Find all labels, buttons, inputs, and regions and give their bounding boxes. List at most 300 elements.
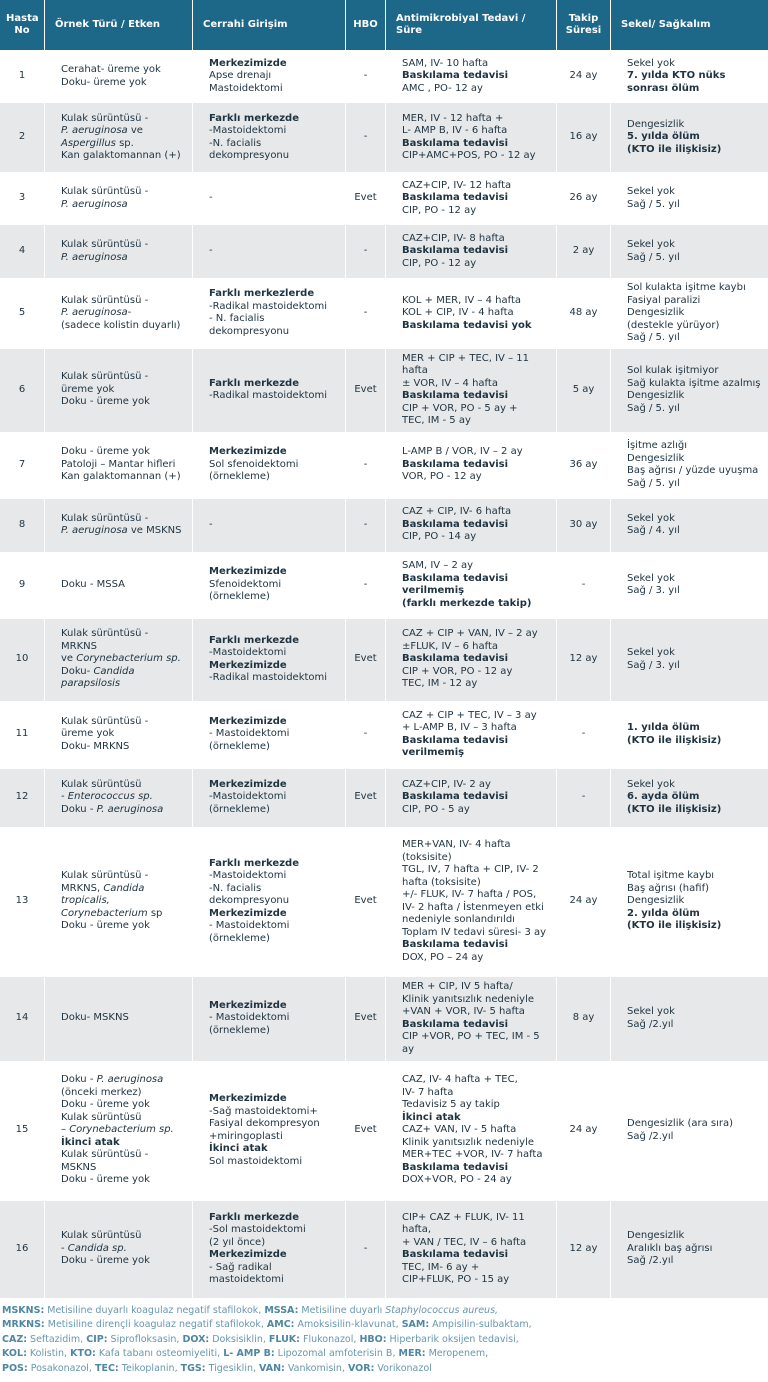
text-segment: (önceki merkez) xyxy=(61,1086,142,1098)
legend-abbreviation: MER: xyxy=(398,1348,426,1359)
cell-hasta-no: 15 xyxy=(0,1061,45,1201)
cell-takip: 26 ay xyxy=(557,172,611,225)
text-segment: Farklı merkezde xyxy=(209,857,299,869)
cell-line xyxy=(402,415,550,428)
text-segment: Baskılama tedavisi xyxy=(402,137,509,149)
cell-tedavi xyxy=(386,977,557,1061)
text-segment: Baskılama tedavisi xyxy=(402,939,509,950)
cell-line xyxy=(61,579,186,592)
legend-definition: Lipozomal amfoterisin B, xyxy=(274,1348,399,1359)
text-segment: Dengesizlik xyxy=(627,118,685,130)
text-segment: Baş ağrısı (hafif) xyxy=(627,882,709,894)
cell-ornek xyxy=(45,172,193,225)
text-segment: Sağ / 5. yıl xyxy=(627,402,680,414)
cell-line xyxy=(402,403,550,416)
cell-line xyxy=(402,205,550,218)
text-segment: ve MSKNS xyxy=(127,525,182,536)
text-segment: -Mastoidektomi xyxy=(209,647,287,658)
cell-line xyxy=(61,113,186,126)
cell-line xyxy=(402,1174,550,1187)
cell-line xyxy=(61,471,186,484)
text-segment: Merkezimizde xyxy=(209,566,287,578)
cell-line xyxy=(61,307,186,320)
cell-hbo: Evet xyxy=(346,172,386,225)
text-segment: Sağ /2.yıl xyxy=(627,1130,674,1142)
cell-line xyxy=(402,459,550,472)
table-row xyxy=(0,50,768,103)
cell-line xyxy=(402,994,550,1007)
text-segment: MER, IV - 12 hafta + xyxy=(402,112,504,124)
text-segment: Merkezimizde xyxy=(209,1093,287,1104)
cell-line xyxy=(61,150,186,163)
text-segment: (KTO ile ilişkisiz) xyxy=(627,803,722,815)
cell-hbo: Evet xyxy=(346,349,386,432)
cell-line xyxy=(402,295,550,308)
cell-line xyxy=(209,672,339,685)
cell-line xyxy=(209,1212,339,1225)
cell-sekel xyxy=(611,432,768,499)
text-segment: DOX+VOR, PO - 24 ay xyxy=(402,1174,512,1186)
cell-tedavi xyxy=(386,701,557,769)
cell-tedavi xyxy=(386,499,557,552)
cell-line xyxy=(209,791,339,804)
text-segment: Fasiyal paralizi xyxy=(627,294,701,306)
text-segment: Doku - üreme yok xyxy=(61,396,150,408)
cell-line xyxy=(61,908,186,921)
text-segment: ± VOR, IV – 4 hafta xyxy=(402,377,498,389)
cell-line xyxy=(402,666,550,679)
cell-takip: 24 ay xyxy=(557,50,611,103)
text-segment: ±FLUK, IV – 6 hafta xyxy=(402,640,498,652)
cell-tedavi xyxy=(386,1201,557,1298)
cell-line xyxy=(627,465,762,478)
cell-line xyxy=(61,459,186,472)
table-row xyxy=(0,977,768,1061)
text-segment: (örnekleme) xyxy=(209,740,270,752)
cell-line xyxy=(61,252,186,265)
cell-line xyxy=(627,883,762,896)
cell-line xyxy=(402,1162,550,1175)
cell-hbo: Evet xyxy=(346,977,386,1061)
text-segment: DOX, PO – 24 ay xyxy=(402,951,484,963)
text-segment: MER + CIP, IV 5 hafta/ xyxy=(402,981,513,992)
cell-line xyxy=(627,295,762,308)
legend-definition: Vankomisin, xyxy=(284,1362,348,1374)
text-segment: L-AMP B / VOR, IV – 2 ay xyxy=(402,446,523,458)
text-segment: Toplam IV tedavi süresi- 3 ay xyxy=(402,926,547,938)
cell-line xyxy=(61,1137,186,1150)
text-segment: Kulak sürüntüsü - xyxy=(61,715,149,727)
cell-line xyxy=(61,199,186,212)
cell-line xyxy=(402,1237,550,1250)
text-segment: Kulak sürüntüsü - xyxy=(61,870,149,882)
cell-cerrahi xyxy=(193,701,346,769)
cell-takip: 48 ay xyxy=(557,278,611,349)
cell-takip: 36 ay xyxy=(557,432,611,499)
text-segment: CIP + VOR, PO - 12 ay xyxy=(402,665,513,677)
text-segment: (KTO ile ilişkisiz) xyxy=(627,920,722,932)
text-segment: P. aeruginosa xyxy=(61,525,128,536)
text-segment: CAZ + CIP, IV- 6 hafta xyxy=(402,506,512,518)
text-segment: Doku - xyxy=(61,803,97,815)
text-segment: - xyxy=(209,192,213,204)
cell-line xyxy=(402,560,550,573)
text-segment: Sağ / 5. yıl xyxy=(627,332,680,343)
cell-cerrahi xyxy=(193,769,346,827)
text-segment: Baskılama tedavisi xyxy=(402,1161,509,1173)
cell-line xyxy=(402,506,550,519)
cell-line xyxy=(402,378,550,391)
cell-line xyxy=(402,138,550,151)
cell-line xyxy=(627,307,762,320)
cell-line xyxy=(402,70,550,83)
text-segment: Fasiyal dekompresyon xyxy=(209,1118,320,1129)
header-row xyxy=(0,0,768,50)
cell-line xyxy=(402,1006,550,1019)
text-segment: + VAN / TEC, IV – 6 hafta xyxy=(402,1236,527,1248)
cell-cerrahi xyxy=(193,619,346,701)
header-ornek-turu: Örnek Türü / Etken xyxy=(45,0,193,50)
legend-definition: Kolistin, xyxy=(26,1348,71,1359)
text-segment: Baskılama tedavisi xyxy=(402,734,509,746)
cell-sekel xyxy=(611,769,768,827)
cell-line xyxy=(627,440,762,453)
cell-line xyxy=(627,1006,762,1019)
text-segment: Kulak sürüntüsü - xyxy=(61,112,149,124)
text-segment: - xyxy=(127,307,132,318)
cell-line xyxy=(402,735,550,748)
text-segment: -Mastoidektomi xyxy=(209,870,287,882)
header-cerrahi-girisim: Cerrahi Girişim xyxy=(193,0,346,50)
text-segment: Sfenoidektomi xyxy=(209,578,282,590)
cell-line xyxy=(627,660,762,673)
cell-line xyxy=(402,791,550,804)
text-segment: Sağ / 4. yıl xyxy=(627,525,680,536)
cell-sekel xyxy=(611,827,768,977)
text-segment: CAZ+CIP, IV- 8 hafta xyxy=(402,232,505,244)
cell-line xyxy=(402,531,550,544)
text-segment: P. aeruginosa xyxy=(96,803,164,815)
text-segment: P. aeruginosa xyxy=(61,198,128,210)
text-segment: Sekel yok xyxy=(627,186,675,197)
cell-line xyxy=(61,804,186,817)
cell-ornek xyxy=(45,349,193,432)
cell-line xyxy=(209,566,339,579)
cell-line xyxy=(61,791,186,804)
cell-line xyxy=(402,653,550,666)
cell-line xyxy=(61,396,186,409)
text-segment: Baskılama tedavisi xyxy=(402,458,509,470)
cell-line xyxy=(61,446,186,459)
cell-line xyxy=(402,641,550,654)
cell-line xyxy=(209,138,339,163)
legend-definition: Vorikonazol xyxy=(374,1362,432,1374)
cell-line xyxy=(61,125,186,138)
text-segment: P. aeruginosa xyxy=(61,125,128,136)
abbreviation-legend xyxy=(0,1298,768,1377)
text-segment: Doku - üreme yok xyxy=(61,1099,150,1111)
cell-ornek xyxy=(45,499,193,552)
cell-line xyxy=(627,320,762,333)
cell-hbo: Evet xyxy=(346,769,386,827)
text-segment: Dengesizlik (ara sıra) xyxy=(627,1118,734,1129)
text-segment: - N. facialis dekompresyonu xyxy=(209,313,290,337)
cell-takip: 16 ay xyxy=(557,103,611,172)
cell-line xyxy=(61,239,186,252)
cell-line xyxy=(627,722,762,735)
cell-line xyxy=(402,710,550,723)
cell-line xyxy=(627,804,762,817)
table-row xyxy=(0,103,768,172)
cell-line xyxy=(627,647,762,660)
text-segment: Sağ / 3. yıl xyxy=(627,659,680,671)
cell-line xyxy=(209,804,339,817)
text-segment: - Sağ radikal mastoidektomi xyxy=(209,1261,284,1285)
cell-line xyxy=(627,478,762,491)
text-segment: Sekel yok xyxy=(627,647,675,658)
cell-line xyxy=(402,1149,550,1162)
text-segment: VOR, PO - 12 ay xyxy=(402,471,482,483)
cell-sekel xyxy=(611,103,768,172)
cell-cerrahi xyxy=(193,103,346,172)
cell-line xyxy=(627,791,762,804)
text-segment: Baskılama tedavisi xyxy=(402,1249,509,1260)
cell-line xyxy=(61,628,186,653)
cell-line xyxy=(402,1074,550,1087)
text-segment: 5. yılda ölüm xyxy=(627,131,700,143)
cell-line xyxy=(627,525,762,538)
text-segment: Corynebacterium sp. xyxy=(69,1124,174,1136)
table-row xyxy=(0,172,768,225)
text-segment: P. aeruginosa xyxy=(96,1074,164,1086)
table-body xyxy=(0,50,768,1298)
text-segment: Merkezimizde xyxy=(209,907,287,919)
cell-sekel xyxy=(611,499,768,552)
text-segment: hafta (toksisite) xyxy=(402,876,481,888)
cell-line xyxy=(627,585,762,598)
text-segment: Patoloji – Mantar hifleri xyxy=(61,458,176,470)
cell-tedavi xyxy=(386,349,557,432)
cell-line xyxy=(402,1019,550,1032)
cell-line xyxy=(402,258,550,271)
cell-line xyxy=(61,716,186,729)
text-segment: (sadece kolistin duyarlı) xyxy=(61,319,181,331)
cell-line xyxy=(209,301,339,314)
legend-definition: Metisiline dirençli koagulaz negatif stafilokok, xyxy=(44,1319,267,1330)
cell-line xyxy=(61,513,186,526)
cell-takip: - xyxy=(557,769,611,827)
cell-line xyxy=(627,365,762,378)
text-segment: +/- FLUK, IV- 7 hafta / POS, xyxy=(402,889,537,900)
cell-line xyxy=(402,125,550,138)
cell-cerrahi xyxy=(193,552,346,619)
cell-hasta-no: 7 xyxy=(0,432,45,499)
text-segment: Baskılama tedavisi xyxy=(402,390,509,401)
cell-takip: 8 ay xyxy=(557,977,611,1061)
text-segment: -N. facialis dekompresyonu xyxy=(209,137,290,161)
cell-cerrahi xyxy=(193,432,346,499)
text-segment: P. aeruginosa xyxy=(61,307,128,318)
text-segment: Sekel yok xyxy=(627,572,675,584)
text-segment: nedeniyle sonlandırıldı xyxy=(402,914,515,925)
legend-line xyxy=(2,1362,768,1377)
text-segment: Doku- MRKNS xyxy=(61,740,130,752)
text-segment: Doku - üreme yok xyxy=(61,446,150,458)
cell-line xyxy=(209,446,339,459)
text-segment: -Mastoidektomi xyxy=(209,125,287,136)
cell-line xyxy=(627,1230,762,1243)
cell-line xyxy=(61,525,186,538)
cell-line xyxy=(209,920,339,933)
cell-line xyxy=(402,598,550,611)
cell-hbo: - xyxy=(346,552,386,619)
text-segment: Doku- xyxy=(61,665,94,677)
text-segment: Sağ / 5. yıl xyxy=(627,477,680,489)
text-segment: Merkezimizde xyxy=(209,57,287,69)
cell-sekel xyxy=(611,977,768,1061)
cell-line xyxy=(209,1156,339,1169)
cell-line xyxy=(209,933,339,946)
text-segment: Dengesizlik xyxy=(627,452,685,464)
text-segment: +VAN + VOR, IV- 5 hafta xyxy=(402,1006,525,1017)
cell-cerrahi xyxy=(193,278,346,349)
cell-line xyxy=(209,390,339,403)
cell-line xyxy=(627,186,762,199)
table-row xyxy=(0,619,768,701)
text-segment: Farklı merkezde xyxy=(209,112,299,124)
cell-line xyxy=(402,877,550,890)
cell-tedavi xyxy=(386,769,557,827)
cell-hasta-no: 13 xyxy=(0,827,45,977)
text-segment: -Sol mastoidektomi xyxy=(209,1224,306,1235)
cell-line xyxy=(402,113,550,126)
text-segment: -Radikal mastoidektomi xyxy=(209,300,328,312)
cell-line xyxy=(402,1112,550,1125)
text-segment: Baskılama tedavisi xyxy=(402,791,509,803)
text-segment: Doku - üreme yok xyxy=(61,1255,150,1267)
cell-line xyxy=(209,70,339,83)
cell-ornek xyxy=(45,50,193,103)
cell-hasta-no: 9 xyxy=(0,552,45,619)
cell-tedavi xyxy=(386,1061,557,1201)
cell-ornek xyxy=(45,432,193,499)
cell-line xyxy=(402,914,550,927)
text-segment: Kulak sürüntüsü xyxy=(61,1111,142,1123)
legend-abbreviation: CIP: xyxy=(86,1333,108,1345)
text-segment: CAZ+CIP, IV- 2 ay xyxy=(402,778,491,790)
text-segment: Apse drenajı xyxy=(209,70,272,82)
cell-line xyxy=(61,384,186,397)
cell-line xyxy=(209,1012,339,1025)
cell-line xyxy=(402,1274,550,1287)
cell-sekel xyxy=(611,1061,768,1201)
legend-abbreviation: KOL: xyxy=(2,1348,27,1359)
cell-sekel xyxy=(611,349,768,432)
text-segment: 7. yılda KTO nüks xyxy=(627,70,726,82)
cell-line xyxy=(402,471,550,484)
text-segment: (örnekleme) xyxy=(209,932,270,944)
cell-line xyxy=(61,1174,186,1187)
cell-tedavi xyxy=(386,225,557,278)
legend-definition: Metisiline duyarlı xyxy=(298,1304,386,1316)
legend-line xyxy=(2,1333,768,1348)
text-segment: üreme yok xyxy=(61,383,115,395)
cell-hbo: - xyxy=(346,278,386,349)
cell-line xyxy=(627,453,762,466)
text-segment: + L-AMP B, IV – 3 hafta xyxy=(402,722,517,733)
cell-line xyxy=(61,666,186,691)
text-segment: sp xyxy=(147,907,163,919)
text-segment: Baskılama tedavisi xyxy=(402,70,509,82)
cell-hbo: - xyxy=(346,103,386,172)
cell-line xyxy=(402,1249,550,1262)
cell-takip: 12 ay xyxy=(557,1201,611,1298)
table-row xyxy=(0,1061,768,1201)
cell-line xyxy=(61,1149,186,1174)
text-segment: Baskılama tedavisi xyxy=(402,192,509,204)
cell-takip: 30 ay xyxy=(557,499,611,552)
text-segment: CIP, PO - 12 ay xyxy=(402,204,477,216)
cell-line xyxy=(209,1000,339,1013)
cell-tedavi xyxy=(386,50,557,103)
text-segment: Baskılama tedavisi xyxy=(402,653,509,665)
cell-line xyxy=(627,513,762,526)
legend-definition: Teikoplanin, xyxy=(118,1362,181,1374)
cell-line xyxy=(627,70,762,83)
cell-line xyxy=(402,889,550,902)
cell-line xyxy=(61,741,186,754)
legend-definition: Seftazidim, xyxy=(27,1333,87,1345)
text-segment: Sol kulak işitmiyor xyxy=(627,365,719,376)
text-segment: MRKNS, xyxy=(61,882,104,894)
cell-takip: 12 ay xyxy=(557,619,611,701)
text-segment: KOL + CIP, IV - 4 hafta xyxy=(402,307,514,318)
cell-tedavi xyxy=(386,552,557,619)
text-segment: Kulak sürüntüsü - xyxy=(61,186,149,197)
cell-line xyxy=(209,113,339,126)
text-segment: -Radikal mastoidektomi xyxy=(209,672,328,683)
cell-line xyxy=(627,779,762,792)
cell-cerrahi xyxy=(193,1201,346,1298)
cell-line xyxy=(402,1099,550,1112)
cell-ornek xyxy=(45,103,193,172)
text-segment: Baskılama tedavisi xyxy=(402,1018,509,1030)
text-segment: Dengesizlik xyxy=(627,895,685,907)
legend-abbreviation: FLUK: xyxy=(268,1333,300,1345)
legend-abbreviation: CAZ: xyxy=(2,1333,28,1345)
text-segment: Candida parapsilosis xyxy=(61,665,135,690)
cell-ornek xyxy=(45,619,193,701)
cell-hbo: Evet xyxy=(346,1061,386,1201)
cell-line xyxy=(627,199,762,212)
cell-line xyxy=(402,952,550,965)
text-segment: Sağ /2.yıl xyxy=(627,1255,674,1267)
cell-line xyxy=(209,741,339,754)
cell-line xyxy=(627,1118,762,1131)
cell-line xyxy=(627,239,762,252)
text-segment: -Mastoidektomi xyxy=(209,791,287,803)
text-segment: Farklı merkezde xyxy=(209,1211,299,1223)
text-segment: Merkezimizde xyxy=(209,715,287,727)
text-segment: Kulak sürüntüsü - xyxy=(61,294,149,306)
table-row xyxy=(0,432,768,499)
text-segment: CIP, PO - 5 ay xyxy=(402,803,470,815)
legend-abbreviation: POS: xyxy=(2,1362,28,1374)
text-segment: (örnekleme) xyxy=(209,1024,270,1036)
text-segment: Sağ kulakta işitme azalmış xyxy=(627,377,761,389)
text-segment: sp. xyxy=(115,137,134,149)
cell-line xyxy=(402,320,550,333)
